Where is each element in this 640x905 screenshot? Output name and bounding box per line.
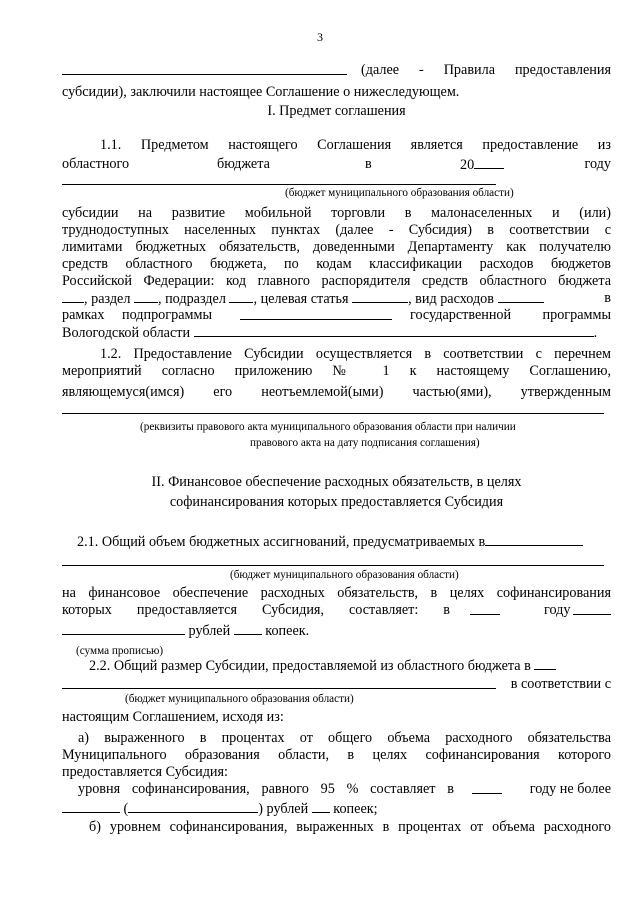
text-line: являющемуся(имся) его неотъемлемой(ыми) частью(ями), утвержденным — [62, 384, 611, 400]
text-line: средств областного бюджета, по кодам классификации расходов бюджетов — [62, 256, 611, 272]
blank-field — [62, 62, 347, 75]
blank-field — [134, 290, 158, 303]
blank-field — [352, 290, 408, 303]
paragraph-2-2-start: 2.2. Общий размер Субсидии, предоставляемой из областного бюджета в — [89, 657, 611, 675]
blank-field — [229, 290, 253, 303]
blank-field — [234, 622, 262, 635]
blank-field — [62, 800, 120, 813]
text-line: субсидии), заключили настоящее Соглашение о нижеследующем. — [62, 84, 460, 100]
blank-field — [194, 324, 594, 337]
paragraph-1-2-start: 1.2. Предоставление Субсидии осуществляется в соответствии с перечнем — [100, 346, 611, 362]
text-line: предоставляется Субсидия: — [62, 764, 228, 780]
blank-field — [62, 290, 84, 303]
paragraph-2-1-start: 2.1. Общий объем бюджетных ассигнований, предусматриваемых в — [77, 533, 611, 551]
field-note: (бюджет муниципального образования области) — [125, 693, 354, 705]
text-line: субсидии на развитие мобильной торговли в малонаселенных и (или) — [62, 205, 611, 221]
text-line: Вологодской области . — [62, 325, 598, 341]
text-line: Муниципального образования области, в целях софинансирования которого — [62, 747, 611, 763]
blank-field — [62, 676, 496, 689]
text-line: в соответствии с — [62, 676, 611, 694]
blank-field — [240, 307, 322, 320]
text-line: ( ) рублей копеек; — [62, 800, 611, 818]
field-note: (сумма прописью) — [76, 645, 164, 657]
text-line: мероприятий согласно приложению № 1 к настоящему Соглашению, — [62, 363, 611, 379]
blank-field — [128, 800, 258, 813]
blank-field — [322, 307, 392, 320]
field-note: (бюджет муниципального образования области) — [230, 569, 459, 581]
text-line: , раздел , подраздел , целевая статья , вид расходов в — [62, 290, 611, 308]
section-heading-1: I. Предмет соглашения — [267, 103, 406, 119]
text-line: (далее - Правила предоставления — [62, 62, 611, 80]
fill-line — [62, 565, 604, 566]
text-line: труднодоступных населенных пунктах (далее - Субсидия) в соответствии с — [62, 222, 611, 238]
text-line: настоящим Соглашением, исходя из: — [62, 709, 284, 725]
blank-field — [573, 602, 611, 615]
blank-field — [498, 290, 544, 303]
field-note: (реквизиты правового акта муниципального образования области при наличии — [140, 421, 516, 433]
item-a: а) выраженного в процентах от общего объема расходного обязательства — [78, 730, 611, 746]
document-page: 3 (далее - Правила предоставления субсидии), заключили настоящее Соглашение о нижеследующем. I. Предмет соглашения 1.1. Предметом настоящего Соглашения является предоставление из областного бюджета в 20 году (бюджет муниципального образования области) субсидии на развитие мобильной торговли в малонаселенных и (или) труднодоступных населенных пунктах (далее - Субсидия) в соответствии с лимитами бюджетных обязательств, доведенными Департаменту как получателю средств областного бюджета, по кодам классификации расходов бюджетов Российской Федерации: код главного распорядителя средств областного бюджета , раздел , подраздел , целевая статья , вид расходов в рамках подпрограммы государственной программы Вологодской области . 1.2. Предоставление Субсидии осуществляется в соответствии с перечнем мероприятий согласно приложению № 1 к настоящему Соглашению, являющемуся(имся) его неотъемлемой(ыми) частью(ями), утвержденным (реквизиты правового акта муниципального образования области при наличии правового акта на дату подписания соглашения) II. Финансовое обеспечение расходных обязательств, в целях софинансирования которых предоставляется Субсидия 2.1. Общий объем бюджетных ассигнований, предусматриваемых в (бюджет муниципального образования области) на финансовое обеспечение расходных обязательств, в целях софинансирования которых предоставляется Субсидия, составляет: в году рублей копеек. (сумма прописью) 2.2. Общий размер Субсидии, предоставляемой из областного бюджета в в соответствии с (бюджет муниципального образования области) настоящим Соглашением, исходя из: а) выраженного в процентах от общего объема расходного обязательства Муниципального образования области, в целях софинансирования которого предоставляется Субсидия: уровня софинансирования, равного 95 % составляет в году не более ( ) рублей копеек; б) уровнем софинансирования, выраженных в процентах от объема расходного — [0, 0, 640, 905]
item-b: б) уровнем софинансирования, выраженных в процентах от объема расходного — [89, 819, 611, 835]
field-note: правового акта на дату подписания соглашения) — [250, 437, 480, 449]
fill-line — [62, 184, 496, 185]
section-heading-2-cont: софинансирования которых предоставляется Субсидия — [169, 494, 504, 510]
paragraph-1-1-start: 1.1. Предметом настоящего Соглашения является предоставление из — [100, 137, 611, 153]
fill-line — [62, 413, 604, 414]
blank-field — [474, 156, 504, 169]
section-heading-2: II. Финансовое обеспечение расходных обязательств, в целях — [151, 474, 522, 490]
text-line: рублей копеек. — [62, 622, 611, 640]
page-number: 3 — [317, 30, 323, 44]
text-line: лимитами бюджетных обязательств, доведенными Департаменту как получателю — [62, 239, 611, 255]
text-line: на финансовое обеспечение расходных обязательств, в целях софинансирования — [62, 585, 611, 601]
blank-field — [62, 622, 185, 635]
blank-field — [470, 602, 500, 615]
blank-field — [485, 533, 583, 546]
blank-field — [472, 781, 502, 794]
text-line: Российской Федерации: код главного распорядителя средств областного бюджета — [62, 273, 611, 289]
blank-field — [312, 800, 330, 813]
blank-field — [534, 657, 556, 670]
field-note: (бюджет муниципального образования области) — [285, 187, 514, 199]
